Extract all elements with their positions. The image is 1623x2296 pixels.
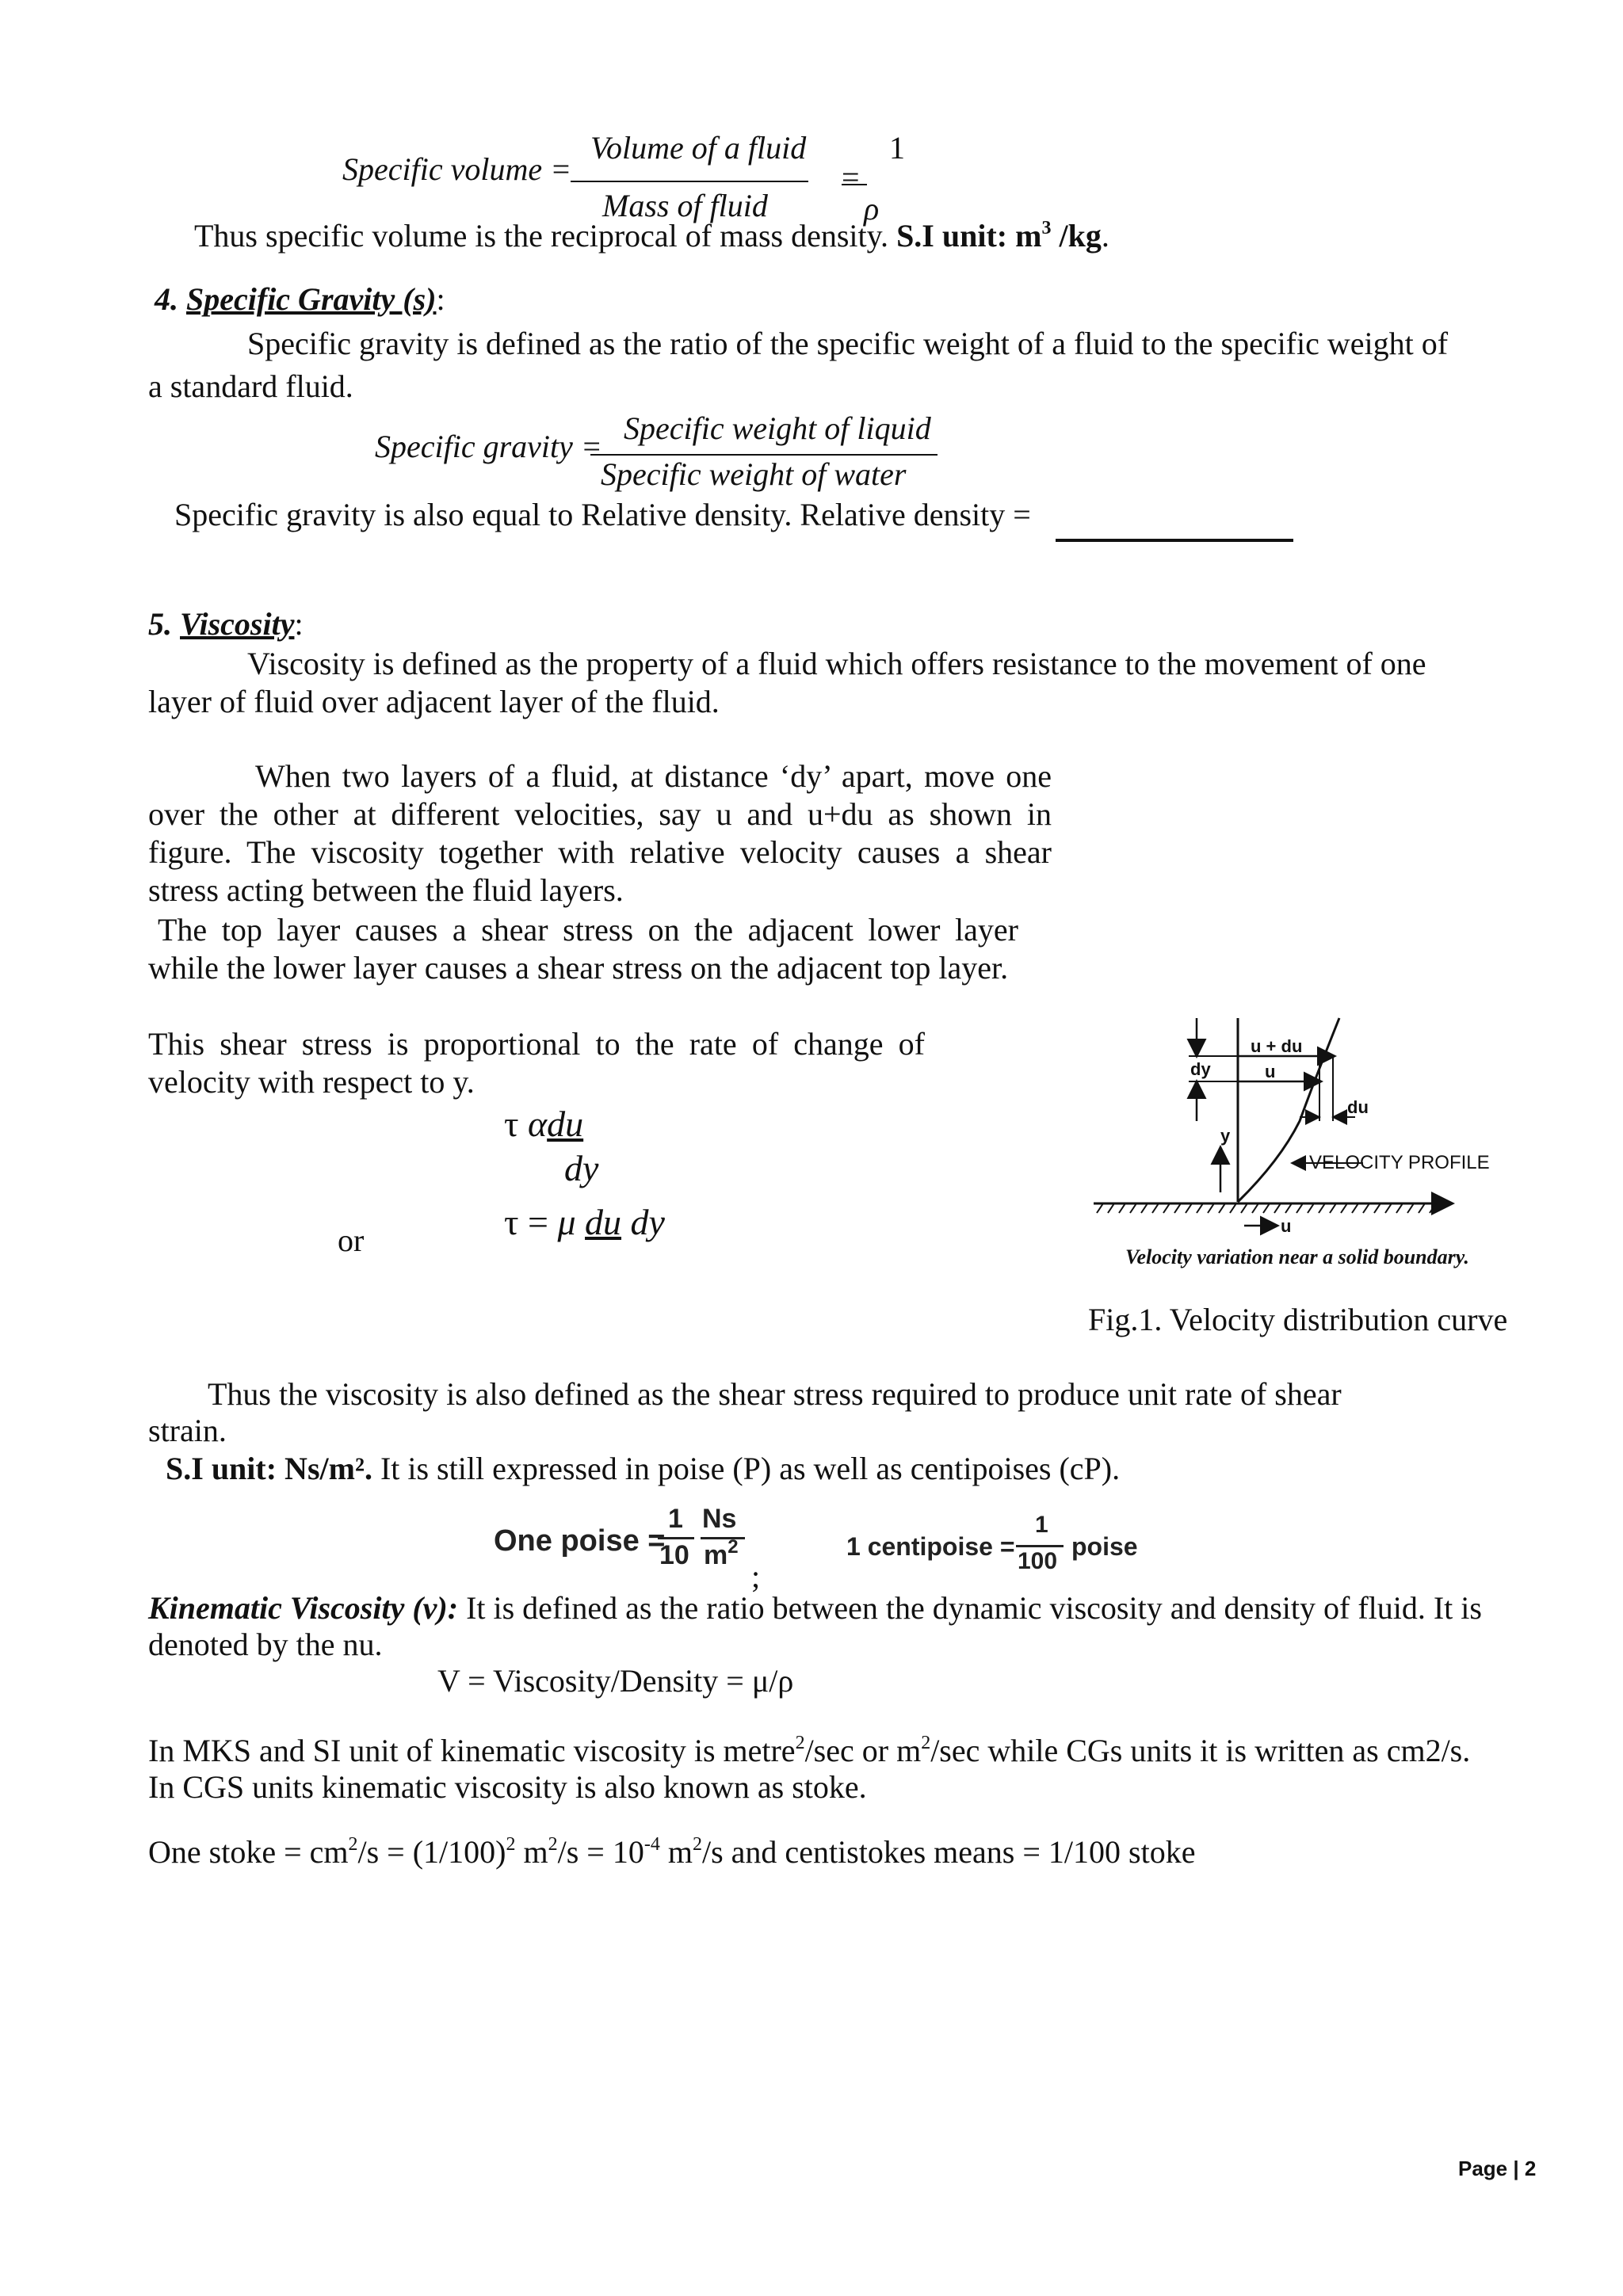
- centipoise-num: 1: [1035, 1512, 1048, 1538]
- specific-volume-equals: =: [842, 159, 860, 195]
- poise-word: poise: [1071, 1532, 1138, 1561]
- viscosity-paragraph-1: When two layers of a fluid, at distance ‘dy’ apart, move one over the other at different velocities, say u and u+du as shown in figure. The viscosity together with relative velocity causes a shear stress acting between the fluid layers.: [148, 758, 1052, 908]
- specific-gravity-denominator: Specific weight of water: [601, 456, 907, 492]
- poise-semicolon: ;: [751, 1558, 761, 1594]
- tau-newton-equation: τ = μ du dy: [504, 1202, 665, 1242]
- label-du: du: [1347, 1097, 1369, 1117]
- specific-volume-description: Thus specific volume is the reciprocal of mass density. S.I unit: $m^3$ /kg.: [194, 217, 1109, 254]
- kinematic-viscosity-line-2: denoted by the nu.: [148, 1627, 383, 1662]
- kinematic-viscosity-line: Kinematic Viscosity (ν): It is defined as the ratio between the dynamic viscosity and density of fluid. It is: [148, 1590, 1482, 1626]
- specific-volume-rho: ρ: [864, 191, 880, 227]
- viscosity-si-unit: S.I unit: Ns/m². It is still expressed in poise (P) as well as centipoises (cP).: [166, 1451, 1121, 1486]
- centipoise-bar: [1016, 1545, 1064, 1547]
- centipoise-label: 1 centipoise =: [846, 1532, 1015, 1561]
- specific-volume-eq-underline: [842, 184, 867, 185]
- specific-volume-fraction-bar: [571, 181, 808, 182]
- viscosity-paragraph-3b: velocity with respect to y.: [148, 1064, 475, 1100]
- specific-volume-numerator: Volume of a fluid: [590, 130, 807, 166]
- label-y: y: [1220, 1126, 1231, 1146]
- viscosity-definition: Viscosity is defined as the property of a fluid which offers resistance to the movement of one layer of fluid over adjacent layer of the fluid.: [148, 646, 1426, 719]
- specific-gravity-lhs: Specific gravity =: [375, 429, 602, 464]
- viscosity-alt-definition-cont: strain.: [148, 1413, 227, 1448]
- one-poise-den: 10: [659, 1540, 689, 1570]
- specific-gravity-numerator: Specific weight of liquid: [624, 410, 931, 446]
- specific-volume-one: 1: [889, 130, 905, 166]
- label-dy: dy: [1190, 1059, 1211, 1079]
- kinematic-units-cgs: In CGS units kinematic viscosity is also known as stoke.: [148, 1769, 867, 1805]
- label-u-plus-du: u + du: [1251, 1036, 1303, 1056]
- centipoise-den: 100: [1018, 1548, 1058, 1574]
- specific-gravity-definition: Specific gravity is defined as the ratio of the specific weight of a fluid to the specific weight of: [247, 326, 1449, 361]
- viscosity-heading: 5. Viscosity:: [148, 606, 304, 642]
- velocity-profile-figure: [1078, 1002, 1522, 1287]
- one-poise-label: One poise =: [494, 1524, 666, 1558]
- one-poise-bar-1: [658, 1537, 694, 1539]
- figure-inner-caption: Velocity variation near a solid boundary.: [1125, 1245, 1469, 1268]
- tau-proportional-equation: τ αdu: [504, 1104, 584, 1144]
- stoke-definition: One stoke = $cm^2/s = (1/100)^2$ $m^2/s = 10^{-4}$ $m^2/s$ and centistokes means = 1/100 stoke: [148, 1833, 1196, 1870]
- specific-gravity-heading: 4. Specific Gravity (s):: [155, 281, 445, 317]
- kinematic-units-mks: In MKS and SI unit of kinematic viscosity is metre$^2$/sec or $m^2/\sec$ while CGs units it is written as cm2/s.: [148, 1732, 1471, 1768]
- label-velocity-profile: VELOCITY PROFILE: [1309, 1152, 1490, 1173]
- page-number: Page | 2: [1458, 2157, 1537, 2180]
- m2-label: $m^2$: [704, 1535, 739, 1570]
- kinematic-viscosity-formula: V = Viscosity/Density = μ/ρ: [437, 1663, 794, 1699]
- or-label: or: [338, 1222, 365, 1258]
- one-poise-num: 1: [668, 1504, 683, 1534]
- viscosity-paragraph-3a: This shear stress is proportional to the rate of change of: [148, 1026, 925, 1062]
- figure-caption: Fig.1. Velocity distribution curve: [1088, 1302, 1508, 1337]
- specific-gravity-definition-cont: a standard fluid.: [148, 368, 353, 404]
- boundary-hatching: [1097, 1203, 1436, 1213]
- ns-label: Ns: [702, 1504, 737, 1534]
- viscosity-paragraph-2: The top layer causes a shear stress on the adjacent lower layer while the lower layer causes a shear stress on the adjacent top layer.: [148, 912, 1018, 986]
- viscosity-alt-definition: Thus the viscosity is also defined as the shear stress required to produce unit rate of shear: [208, 1376, 1342, 1412]
- label-u-axis: u: [1281, 1216, 1292, 1236]
- specific-volume-lhs: Specific volume =: [342, 151, 572, 187]
- relative-density-text: Specific gravity is also equal to Relative density. Relative density =: [174, 497, 1031, 532]
- relative-density-blank: [1056, 539, 1293, 542]
- specific-volume-denominator: Mass of fluid: [602, 188, 768, 223]
- tau-proportional-dy: dy: [564, 1148, 599, 1188]
- label-u: u: [1265, 1062, 1276, 1081]
